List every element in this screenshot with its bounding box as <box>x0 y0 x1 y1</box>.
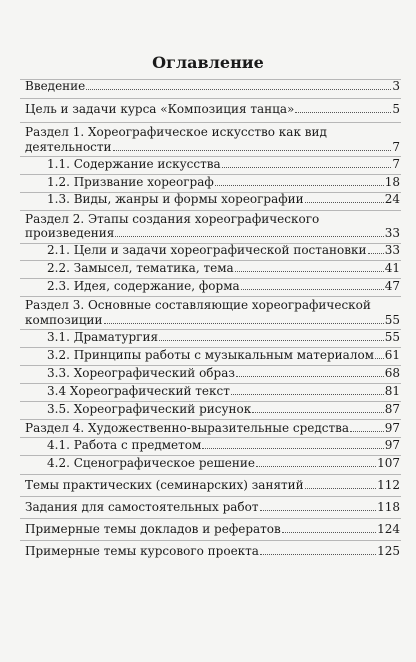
toc-entry: 1.3. Виды, жанры и формы хореографии 24 <box>47 192 400 206</box>
toc-entry: Темы практических (семинарских) занятий 112 <box>25 478 400 492</box>
page-number: 97 <box>384 421 400 435</box>
page-number: 112 <box>377 478 400 492</box>
separator <box>20 474 401 475</box>
page-number: 97 <box>384 438 400 452</box>
toc-entry-heading: Раздел 2. Этапы создания хореографического <box>25 212 320 226</box>
toc-entry: 1.1. Содержание искусства 7 <box>47 157 400 171</box>
page-number: 41 <box>384 261 400 275</box>
toc-entry: 2.1. Цели и задачи хореографической постановки 33 <box>47 243 400 257</box>
page-number: 87 <box>384 402 400 416</box>
toc-entry: 4.1. Работа с предметом 97 <box>47 438 400 452</box>
page-number: 33 <box>384 243 400 257</box>
toc-entry-heading: Раздел 3. Основные составляющие хореографической <box>25 298 371 312</box>
page-number: 55 <box>384 313 400 327</box>
page-number: 18 <box>384 175 400 189</box>
toc-entry: 1.2. Призвание хореограф 18 <box>47 175 400 189</box>
page-number: 47 <box>384 279 400 293</box>
toc-entry: 3.4 Хореографический текст 81 <box>47 384 400 398</box>
toc-entry: композиции 55 <box>25 313 400 327</box>
toc-entry: 3.3. Хореографический образ 68 <box>47 366 400 380</box>
toc-entry: Примерные темы докладов и рефератов 124 <box>25 522 400 536</box>
toc-entry: Задания для самостоятельных работ 118 <box>25 500 400 514</box>
page-number: 5 <box>392 102 400 116</box>
toc-entry: 3.2. Принципы работы с музыкальным материалом 61 <box>47 348 400 362</box>
page-number: 125 <box>377 544 400 558</box>
page-number: 7 <box>392 157 400 171</box>
toc-entry: 2.3. Идея, содержание, форма 47 <box>47 279 400 293</box>
page-number: 24 <box>384 192 400 206</box>
toc-entry: произведения 33 <box>25 226 400 240</box>
toc-entry-heading: Раздел 1. Хореографическое искусство как вид <box>25 125 327 139</box>
page-number: 124 <box>377 522 400 536</box>
separator <box>20 518 401 519</box>
toc-entry: Цель и задачи курса «Композиция танца» 5 <box>25 102 400 116</box>
toc-entry: Примерные темы курсового проекта 125 <box>25 544 400 558</box>
toc-entry: Введение 3 <box>25 79 400 93</box>
page-number: 81 <box>384 384 400 398</box>
page-number: 33 <box>384 226 400 240</box>
toc-entry: 4.2. Сценографическое решение 107 <box>47 456 400 470</box>
toc-entry: 3.1. Драматургия 55 <box>47 330 400 344</box>
page-number: 55 <box>384 330 400 344</box>
page-number: 107 <box>377 456 400 470</box>
page-number: 68 <box>384 366 400 380</box>
page-number: 7 <box>392 140 400 154</box>
page-number: 3 <box>392 79 400 93</box>
separator <box>20 98 401 99</box>
toc-entry: 3.5. Хореографический рисунок 87 <box>47 402 400 416</box>
separator <box>20 496 401 497</box>
toc-entry: 2.2. Замысел, тематика, тема 41 <box>47 261 400 275</box>
page-title: Оглавление <box>152 53 264 72</box>
page-number: 61 <box>384 348 400 362</box>
page-number: 118 <box>377 500 400 514</box>
toc-entry: деятельности 7 <box>25 140 400 154</box>
separator <box>20 540 401 541</box>
toc-entry: Раздел 4. Художественно-выразительные средства 97 <box>25 421 400 435</box>
